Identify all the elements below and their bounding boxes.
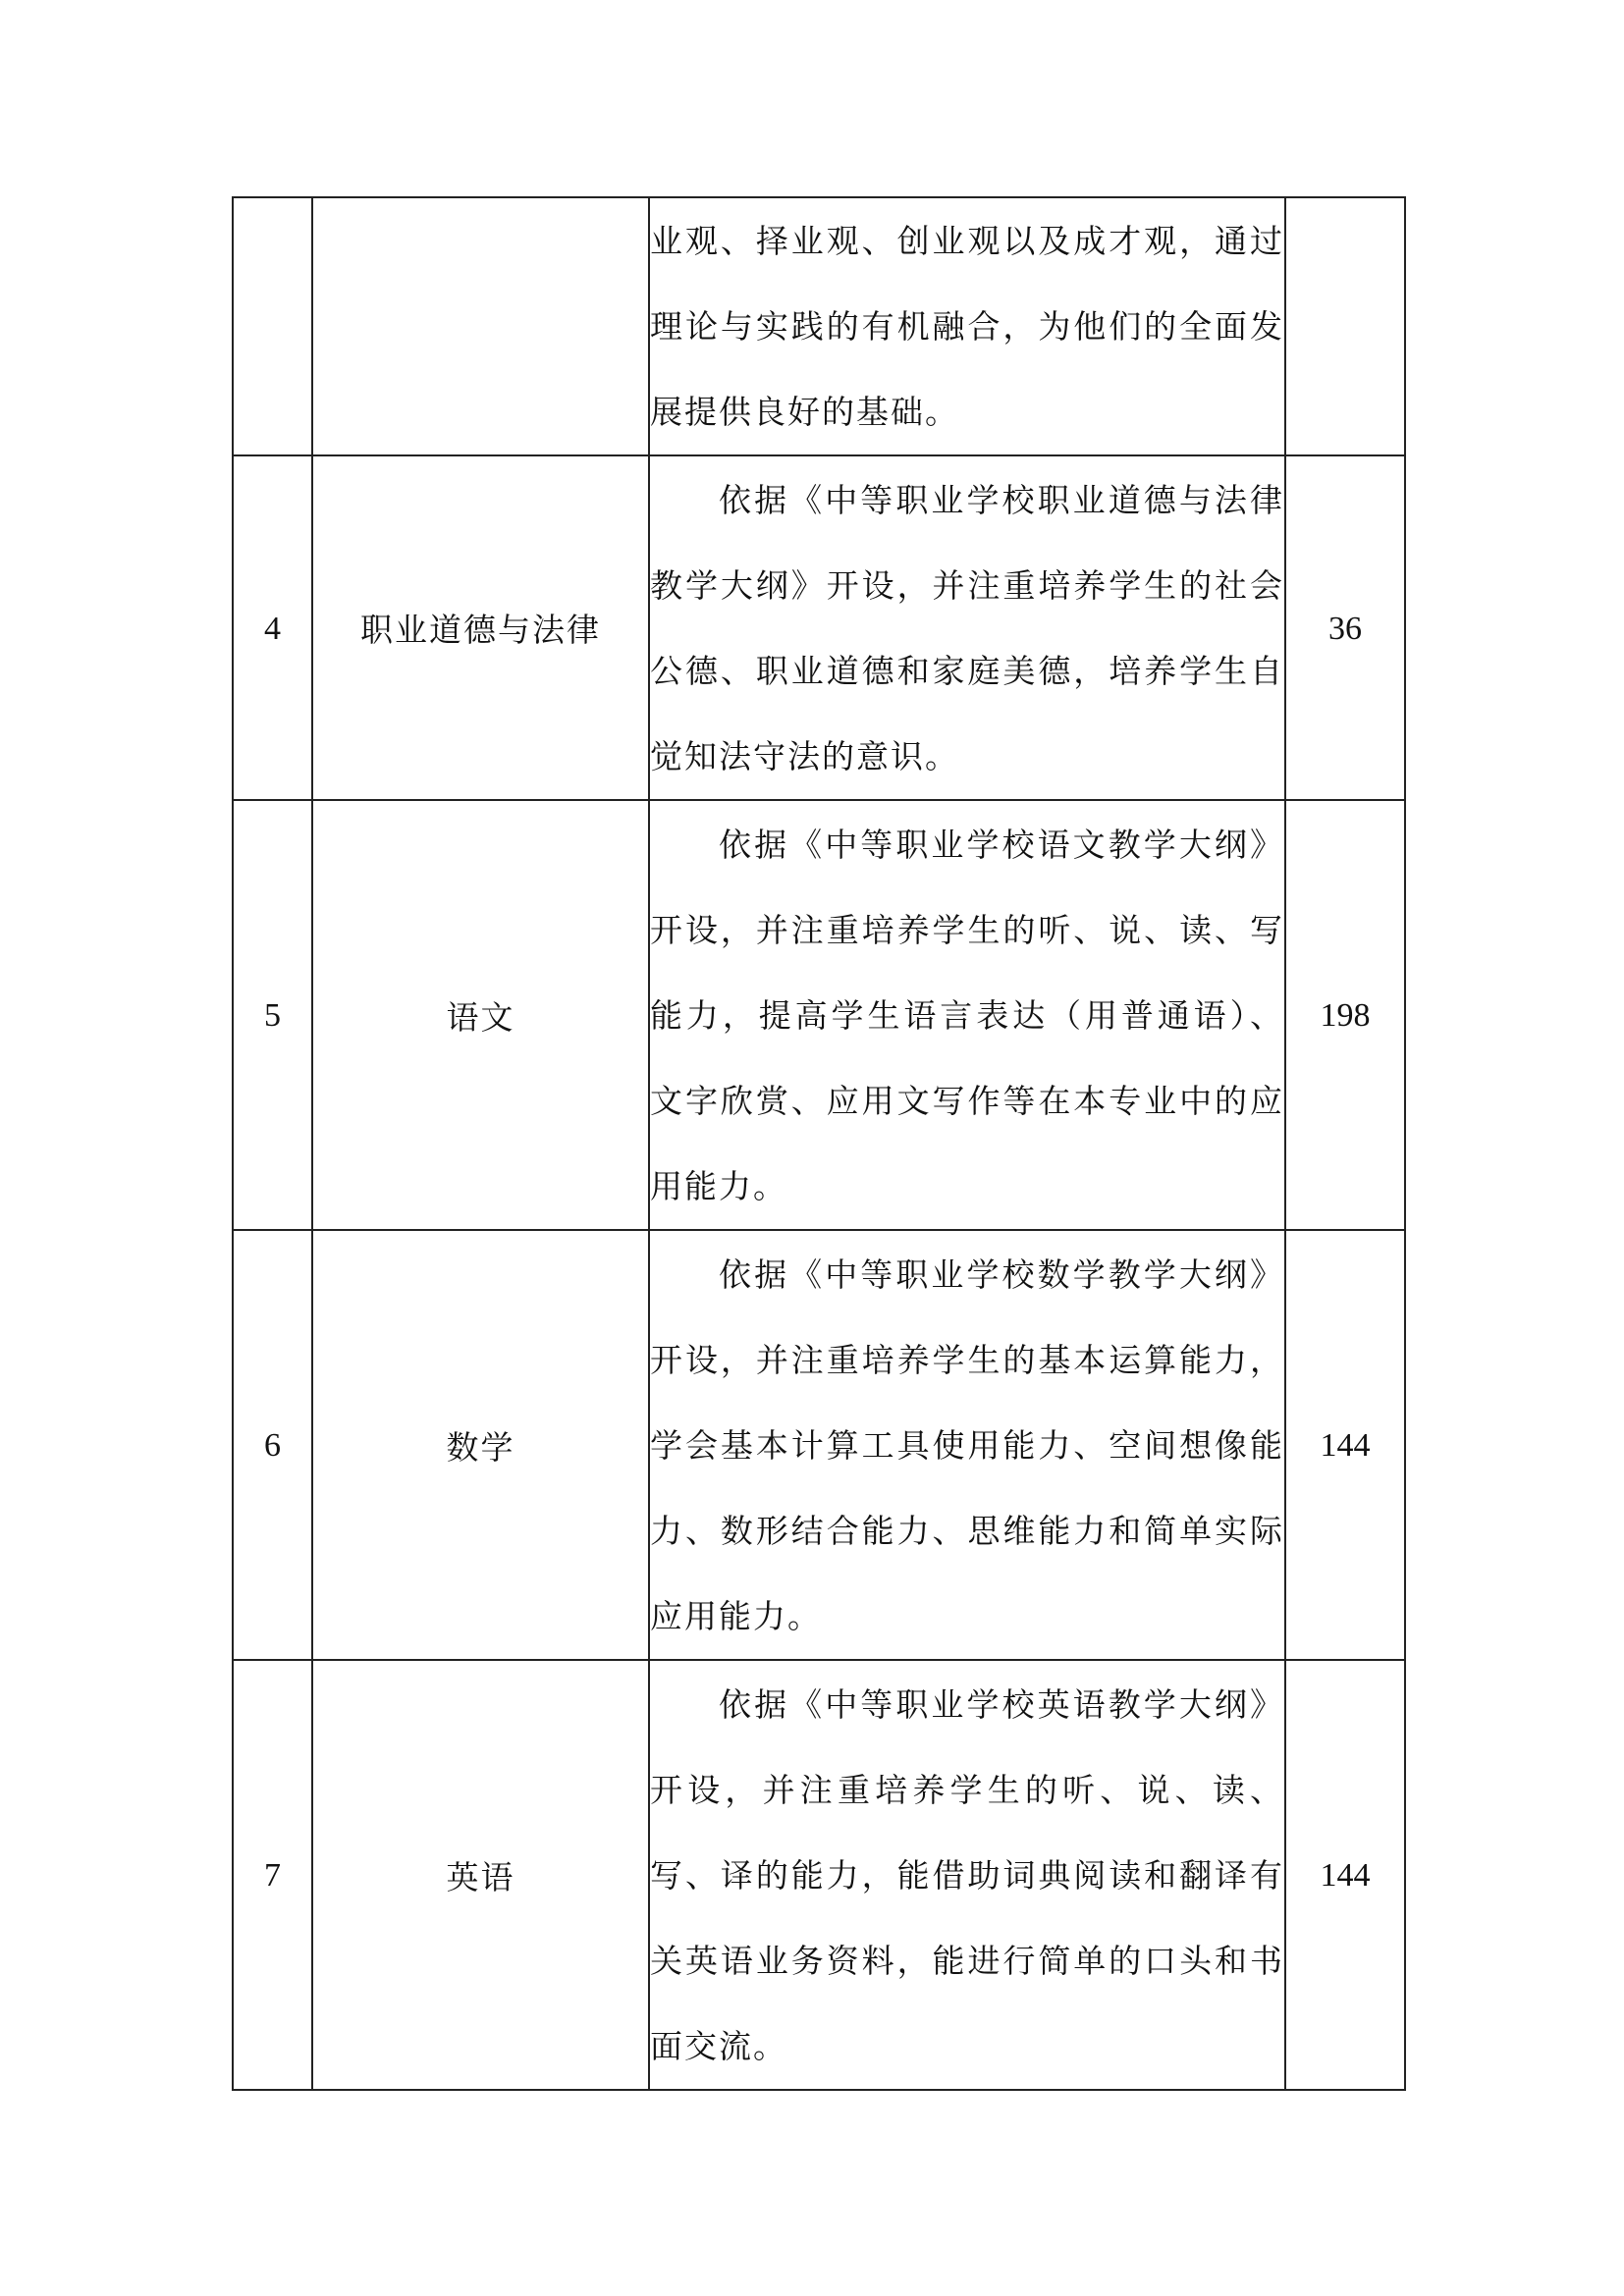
course-name: 职业道德与法律 [360, 611, 601, 649]
course-description: 依据《中等职业学校语文教学大纲》开设，并注重培养学生的听、说、读、写能力，提高学生语言表达（用普通语）、文字欣赏、应用文写作等在本专业中的应用能力。 [650, 825, 1284, 1205]
course-number: 6 [264, 1427, 281, 1464]
course-number: 4 [264, 610, 281, 647]
course-name: 语文 [446, 997, 515, 1037]
course-hours: 36 [1328, 610, 1362, 647]
course-description-cell [649, 1660, 1285, 2090]
table-row [233, 1230, 1405, 1660]
table-row [233, 800, 1405, 1230]
course-description-cell [649, 455, 1285, 800]
table-row [233, 455, 1405, 800]
course-description-cell [649, 197, 1285, 455]
course-description: 依据《中等职业学校职业道德与法律教学大纲》开设，并注重培养学生的社会公德、职业道德和家庭美德，培养学生自觉知法守法的意识。 [650, 480, 1284, 775]
course-hours-cell [1285, 455, 1405, 800]
course-number-cell [233, 800, 312, 1230]
course-hours-cell [1285, 1660, 1405, 2090]
course-hours-cell [1285, 800, 1405, 1230]
course-description-cell [649, 800, 1285, 1230]
course-number-cell [233, 1230, 312, 1660]
course-name-cell [312, 455, 649, 800]
course-number-cell [233, 197, 312, 455]
course-hours: 144 [1320, 1857, 1371, 1894]
course-hours-cell [1285, 197, 1405, 455]
table-row [233, 1660, 1405, 2090]
course-name-cell [312, 1230, 649, 1660]
course-name: 英语 [446, 1857, 515, 1896]
course-number-cell [233, 1660, 312, 2090]
table-row [233, 197, 1405, 455]
course-name: 数学 [446, 1427, 515, 1467]
course-name-cell [312, 1660, 649, 2090]
course-name-cell [312, 800, 649, 1230]
course-hours: 198 [1320, 997, 1371, 1034]
course-description: 依据《中等职业学校数学教学大纲》开设，并注重培养学生的基本运算能力，学会基本计算工具使用能力、空间想像能力、数形结合能力、思维能力和简单实际应用能力。 [650, 1255, 1284, 1635]
course-description: 业观、择业观、创业观以及成才观，通过理论与实践的有机融合，为他们的全面发展提供良好的基础。 [650, 222, 1284, 431]
course-name-cell [312, 197, 649, 455]
course-description-cell [649, 1230, 1285, 1660]
course-description: 依据《中等职业学校英语教学大纲》开设，并注重培养学生的听、说、读、写、译的能力，能借助词典阅读和翻译有关英语业务资料，能进行简单的口头和书面交流。 [650, 1684, 1284, 2065]
course-hours: 144 [1320, 1427, 1371, 1464]
course-number-cell [233, 455, 312, 800]
course-number: 7 [264, 1857, 281, 1894]
course-number: 5 [264, 997, 281, 1034]
course-hours-cell [1285, 1230, 1405, 1660]
curriculum-table [232, 196, 1406, 2091]
